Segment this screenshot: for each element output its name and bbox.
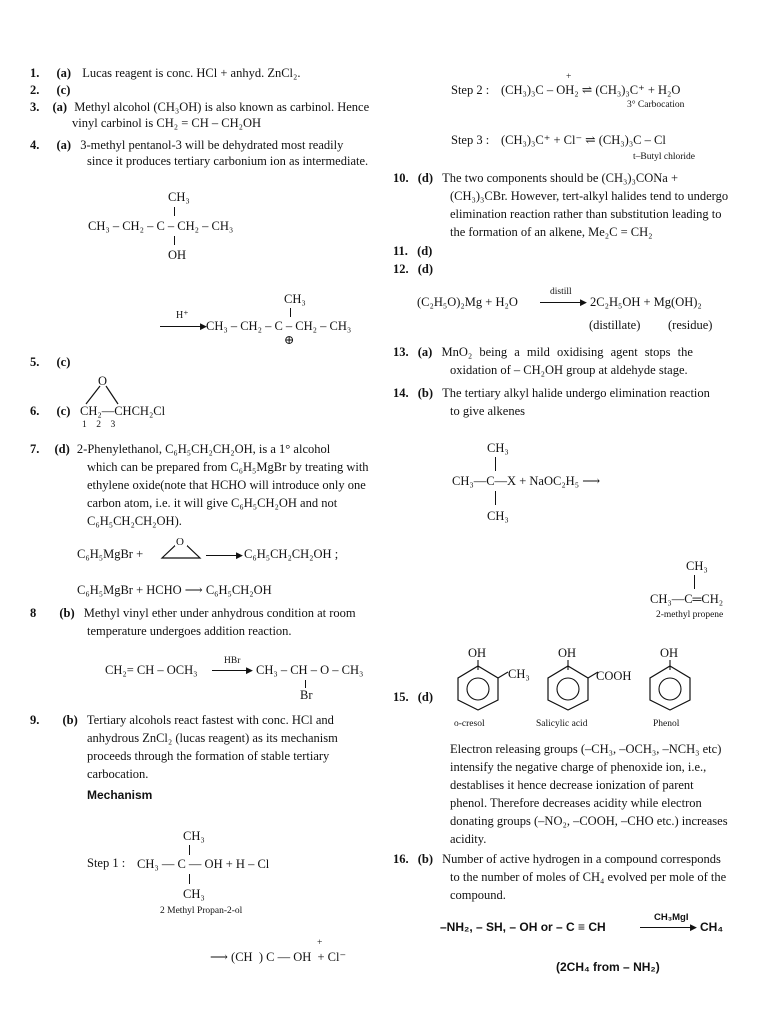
q14-line2: to give alkenes bbox=[450, 404, 525, 418]
q7-line5: C₆H₅CH₂CH₂OH). bbox=[87, 514, 182, 528]
q4-arrow-label: H⁺ bbox=[176, 310, 189, 321]
q3-option: (a) bbox=[52, 100, 68, 114]
q16-final-note: (2CH₄ from – NH₂) bbox=[556, 960, 660, 974]
q6-formula: CH₂—CHCH₂Cl bbox=[80, 404, 166, 418]
ethylene-oxide-icon bbox=[158, 536, 204, 562]
benzene-ring-icon bbox=[640, 660, 700, 714]
q4-struct2-top: CH₃ bbox=[284, 292, 306, 306]
q14-number: 14. bbox=[393, 386, 409, 400]
q7-line1: 2-Phenylethanol, C₆H₅CH₂CH₂OH, is a 1° alcohol bbox=[76, 442, 331, 456]
q8-arrow-head: ▶ bbox=[246, 665, 253, 675]
q7-number: 7. bbox=[30, 442, 40, 456]
q3-line2: vinyl carbinol is CH₂ = CH – CH₂OH bbox=[72, 116, 262, 130]
q12-option: (d) bbox=[417, 262, 434, 276]
step3-caption: t–Butyl chloride bbox=[633, 152, 696, 162]
q12-arrow bbox=[540, 302, 584, 303]
answer-11 bbox=[393, 244, 432, 260]
q16-option: (b) bbox=[417, 852, 434, 866]
q13-number: 13. bbox=[393, 345, 409, 359]
q10-line4: the formation of an alkene, Me₂C = CH₂ bbox=[450, 225, 653, 239]
q13-line2: oxidation of – CH₂OH group at aldehyde stage. bbox=[450, 363, 688, 377]
q14-product-top: CH₃ bbox=[686, 559, 708, 573]
q16-number: 16. bbox=[393, 852, 409, 866]
q10-option: (d) bbox=[417, 171, 434, 185]
q2-option: (c) bbox=[56, 83, 71, 97]
answer-16 bbox=[393, 852, 721, 868]
q15-para-line2: intensify the negative charge of phenoxide ion, i.e., bbox=[450, 760, 707, 774]
q16-line3: compound. bbox=[450, 888, 506, 902]
q4-line1: 3-methyl pentanol-3 will be dehydrated most readily bbox=[80, 138, 344, 152]
q3-line1: Methyl alcohol (CH₃OH) is also known as carbinol. Hence bbox=[74, 100, 370, 114]
q12-reaction-right: 2C₂H₅OH + Mg(OH)₂ bbox=[590, 295, 702, 309]
q4-struct1-bottom: OH bbox=[168, 248, 187, 262]
q4-struct2-bond bbox=[290, 308, 291, 317]
step2-plus: + bbox=[566, 72, 572, 82]
phenol-name: Phenol bbox=[653, 719, 680, 729]
q10-line3: elimination reaction rather than substitution leading to bbox=[450, 207, 722, 221]
q4-struct1-bond-bot bbox=[174, 236, 175, 245]
o-cresol-oh: OH bbox=[468, 646, 487, 660]
q4-arrow bbox=[160, 326, 204, 327]
q4-line2: since it produces tertiary carbonium ion as intermediate. bbox=[87, 154, 369, 168]
q14-struct-top: CH₃ bbox=[487, 441, 509, 455]
q8-line1: Methyl vinyl ether under anhydrous condition at room bbox=[83, 606, 356, 620]
q8-bromine: Br bbox=[300, 688, 313, 702]
q7-reaction1-right: C₆H₅CH₂CH₂OH ; bbox=[244, 547, 339, 561]
q15-para-line5: donating groups (–NO₂, –COOH, –CHO etc.) increases bbox=[450, 814, 728, 828]
salicylic-acid-name: Salicylic acid bbox=[536, 719, 588, 729]
q12-arrow-head: ▶ bbox=[580, 297, 587, 307]
answer-13 bbox=[393, 345, 693, 361]
q14-product-main: CH₃—C═CH₂ bbox=[650, 592, 724, 606]
q14-option: (b) bbox=[417, 386, 434, 400]
q9-step1-bond-top bbox=[189, 845, 190, 855]
q10-number: 10. bbox=[393, 171, 409, 185]
q9-line1: Tertiary alcohols react fastest with conc. HCl and bbox=[86, 713, 334, 727]
answer-10 bbox=[393, 171, 678, 187]
q11-number: 11. bbox=[393, 244, 408, 258]
answer-1 bbox=[30, 66, 301, 82]
q9-mechanism-heading: Mechanism bbox=[87, 788, 153, 802]
q7-line3: ethylene oxide(note that HCHO will introduce only one bbox=[87, 478, 366, 492]
q8-bond bbox=[305, 680, 306, 688]
step2-equation: (CH₃)₃C – OH₂ ⇌ (CH₃)₃C⁺ + H₂O bbox=[501, 83, 681, 97]
q9-step1-main: CH₃ — C — OH + H – Cl bbox=[137, 857, 270, 871]
q8-arrow bbox=[212, 670, 250, 671]
step2-label: Step 2 : bbox=[451, 83, 490, 97]
q9-last-line: ⟶ (CH ) C — OH + Cl⁻ bbox=[210, 950, 347, 964]
q4-option: (a) bbox=[56, 138, 72, 152]
q14-product-bond bbox=[694, 575, 695, 589]
o-cresol-name: o-cresol bbox=[454, 719, 485, 729]
phenol-oh: OH bbox=[660, 646, 679, 660]
answer-12 bbox=[393, 262, 433, 278]
q14-bond-top bbox=[495, 457, 496, 471]
q9-step1-name: 2 Methyl Propan-2-ol bbox=[160, 906, 243, 916]
q6-numbering: 1 2 3 bbox=[82, 420, 116, 430]
q6-number: 6. bbox=[30, 404, 40, 418]
q4-number: 4. bbox=[30, 138, 40, 152]
answer-9 bbox=[30, 713, 334, 729]
q16-arrow-head: ▶ bbox=[690, 922, 697, 932]
q9-step1-label: Step 1 : bbox=[87, 856, 126, 870]
q8-number: 8 bbox=[30, 606, 37, 620]
q15-option: (d) bbox=[417, 690, 434, 704]
answer-3 bbox=[30, 100, 369, 116]
q12-caption-distillate: (distillate) bbox=[589, 318, 641, 332]
q6-option: (c) bbox=[56, 404, 71, 418]
q7-arrow-head: ▶ bbox=[236, 550, 243, 560]
q13-line1: MnO₂ being a mild oxidising agent stops the bbox=[441, 345, 693, 359]
q9-line2: anhydrous ZnCl₂ (lucas reagent) as its mechanism bbox=[87, 731, 338, 745]
q14-struct-bottom: CH₃ bbox=[487, 509, 509, 523]
q6-oxygen: O bbox=[98, 374, 108, 388]
q1-text: Lucas reagent is conc. HCl + anhyd. ZnCl₂. bbox=[82, 66, 301, 80]
q9-last-plus: + bbox=[317, 938, 323, 948]
q1-number: 1. bbox=[30, 66, 40, 80]
o-cresol-ch3: CH₃ bbox=[508, 667, 530, 681]
q9-line3: proceeds through the formation of stable tertiary bbox=[87, 749, 330, 763]
q5-number: 5. bbox=[30, 355, 40, 369]
answer-4 bbox=[30, 138, 343, 154]
q14-bond-bot bbox=[495, 491, 496, 505]
q9-option: (b) bbox=[62, 713, 78, 727]
q8-reaction-left: CH₂= CH – OCH₃ bbox=[105, 663, 198, 677]
answer-14 bbox=[393, 386, 710, 402]
q7-line4: carbon atom, i.e. it will give C₆H₅CH₂OH and not bbox=[87, 496, 338, 510]
step2-caption: 3° Carbocation bbox=[627, 100, 685, 110]
salicylic-cooh: COOH bbox=[596, 669, 632, 683]
q15-para-line1: Electron releasing groups (–CH₃, –OCH₃, –NCH₃ etc) bbox=[450, 742, 722, 756]
q7-reaction2: C₆H₅MgBr + HCHO ⟶ C₆H₅CH₂OH bbox=[77, 583, 272, 597]
q4-arrow-head: ▶ bbox=[200, 321, 207, 331]
answer-15 bbox=[393, 690, 433, 706]
q10-line1: The two components should be (CH₃)₃CONa + bbox=[442, 171, 679, 185]
q12-caption-residue: (residue) bbox=[668, 318, 713, 332]
q2-number: 2. bbox=[30, 83, 40, 97]
answer-7 bbox=[30, 442, 330, 458]
q15-para-line6: acidity. bbox=[450, 832, 487, 846]
q12-reaction-left: (C₂H₅O)₂Mg + H₂O bbox=[417, 295, 518, 309]
q12-arrow-label: distill bbox=[550, 287, 572, 297]
q7-reaction1-left: C₆H₅MgBr + bbox=[77, 547, 144, 561]
answer-2 bbox=[30, 83, 70, 99]
q9-step1-top: CH₃ bbox=[183, 829, 205, 843]
q8-reaction-right: CH₃ – CH – O – CH₃ bbox=[256, 663, 364, 677]
q4-struct1-bond-top bbox=[174, 207, 175, 216]
answer-6 bbox=[30, 404, 70, 420]
q16-line1: Number of active hydrogen in a compound corresponds bbox=[442, 852, 721, 866]
q9-line4: carbocation. bbox=[87, 767, 149, 781]
q4-struct1-top: CH₃ bbox=[168, 190, 190, 204]
q15-para-line3: destablises it hence decrease ionization of parent bbox=[450, 778, 694, 792]
answer-8 bbox=[30, 606, 356, 622]
q8-option: (b) bbox=[59, 606, 75, 620]
salicylic-oh: OH bbox=[558, 646, 577, 660]
q16-reaction-right: CH₄ bbox=[700, 920, 724, 934]
q16-arrow bbox=[640, 927, 694, 928]
q12-number: 12. bbox=[393, 262, 409, 276]
q15-para-line4: phenol. Therefore decreases acidity while electron bbox=[450, 796, 702, 810]
q7-option: (d) bbox=[54, 442, 70, 456]
step3-equation: (CH₃)₃C⁺ + Cl⁻ ⇌ (CH₃)₃C – Cl bbox=[501, 133, 666, 147]
q9-step1-bond-bot bbox=[189, 874, 190, 884]
q7-arrow bbox=[206, 555, 240, 556]
q4-struct2-main: CH₃ – CH₂ – C – CH₂ – CH₃ bbox=[206, 319, 352, 333]
q16-line2: to the number of moles of CH₄ evolved per mole of the bbox=[450, 870, 727, 884]
q10-line2: (CH₃)₃CBr. However, tert-alkyl halides tend to undergo bbox=[450, 189, 729, 203]
q14-line1: The tertiary alkyl halide undergo elimination reaction bbox=[442, 386, 710, 400]
q16-arrow-label: CH₃MgI bbox=[654, 912, 689, 923]
q7-line2: which can be prepared from C₆H₅MgBr by treating with bbox=[87, 460, 369, 474]
q4-struct2-charge: ⊕ bbox=[284, 333, 295, 347]
svg-text:O: O bbox=[176, 536, 184, 548]
q4-struct1-main: CH₃ – CH₂ – C – CH₂ – CH₃ bbox=[88, 219, 234, 233]
q1-option: (a) bbox=[56, 66, 72, 80]
answer-5 bbox=[30, 355, 70, 371]
q5-option: (c) bbox=[56, 355, 71, 369]
q13-option: (a) bbox=[417, 345, 433, 359]
q14-struct-main: CH₃—C—X + NaOC₂H₅ ⟶ bbox=[452, 474, 601, 488]
q3-number: 3. bbox=[30, 100, 40, 114]
q15-number: 15. bbox=[393, 690, 409, 704]
q14-product-name: 2-methyl propene bbox=[656, 610, 724, 620]
q8-arrow-label: HBr bbox=[224, 656, 241, 666]
q16-reaction-left: –NH₂, – SH, – OH or – C ≡ CH bbox=[440, 920, 606, 934]
step3-label: Step 3 : bbox=[451, 133, 490, 147]
q11-option: (d) bbox=[417, 244, 433, 258]
q9-number: 9. bbox=[30, 713, 40, 727]
q8-line2: temperature undergoes addition reaction. bbox=[87, 624, 292, 638]
q9-step1-bottom: CH₃ bbox=[183, 887, 205, 901]
